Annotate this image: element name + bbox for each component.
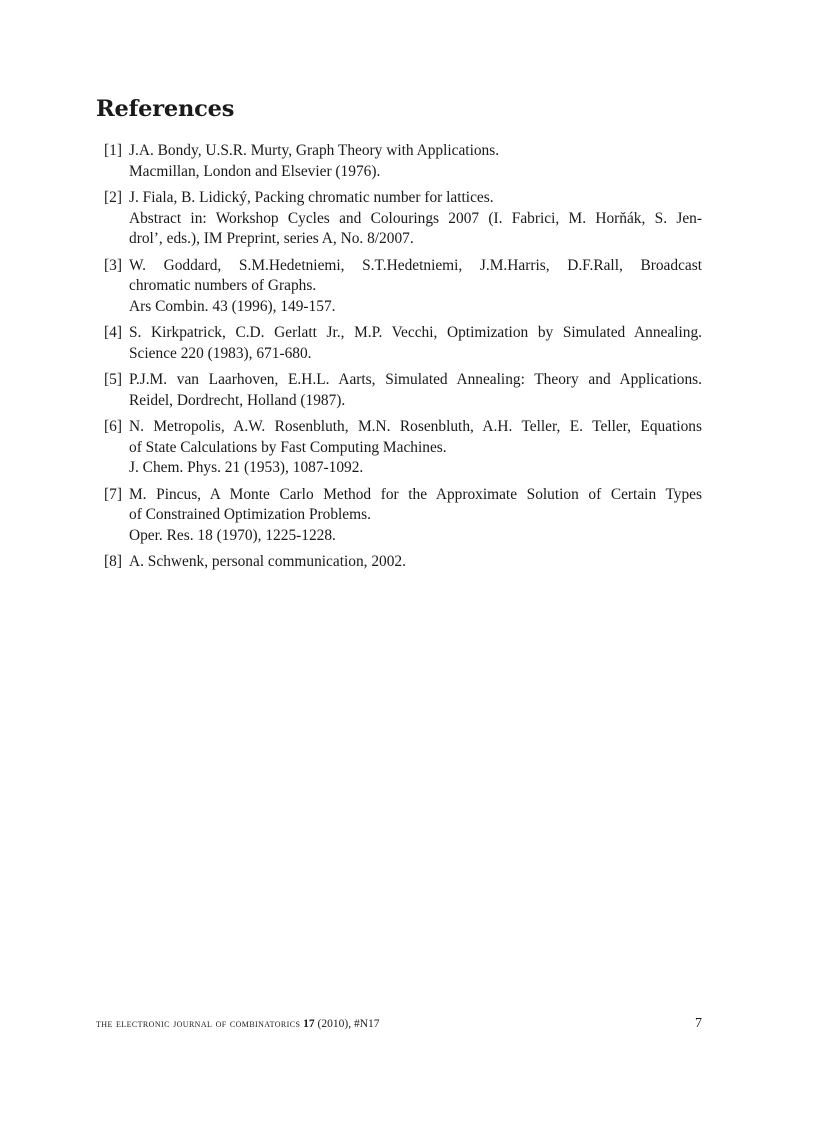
reference-number: [5] [104, 371, 122, 388]
reference-item [104, 485, 702, 547]
reference-line: M. Pincus, A Monte Carlo Method for the Approximate Solution of Certain Types [129, 485, 702, 503]
reference-text [129, 323, 702, 364]
reference-line: of Constrained Optimization Problems. [129, 506, 371, 523]
journal-issue: (2010), #N17 [314, 1018, 380, 1030]
reference-line: Oper. Res. 18 (1970), 1225-1228. [129, 526, 336, 544]
reference-number: [6] [104, 418, 122, 435]
journal-name: the electronic journal of combinatorics [96, 1018, 301, 1030]
reference-number: [3] [104, 256, 122, 274]
reference-number: [1] [104, 142, 122, 159]
reference-line: Abstract in: Workshop Cycles and Colourings 2007 (I. Fabrici, M. Horňák, S. Jen- [129, 209, 702, 227]
reference-list [104, 141, 702, 579]
reference-line: of State Calculations by Fast Computing Machines. [129, 438, 447, 456]
reference-line: J. Chem. Phys. 21 (1953), 1087-1092. [129, 459, 364, 476]
reference-line: chromatic numbers of Graphs. [129, 277, 317, 294]
reference-line: A. Schwenk, personal communication, 2002. [129, 553, 406, 570]
reference-text [129, 370, 702, 411]
reference-number: [7] [104, 485, 122, 503]
reference-line: J. Fiala, B. Lidický, Packing chromatic number for lattices. [129, 189, 494, 206]
reference-item [104, 552, 702, 573]
reference-item [104, 256, 702, 318]
journal-volume: 17 [303, 1018, 315, 1030]
reference-text [129, 485, 702, 547]
page-number: 7 [695, 1016, 702, 1031]
reference-item [104, 141, 702, 182]
reference-item [104, 323, 702, 364]
reference-text [129, 417, 702, 479]
reference-line: Ars Combin. 43 (1996), 149-157. [129, 297, 336, 315]
reference-line: J.A. Bondy, U.S.R. Murty, Graph Theory with Applications. [129, 142, 500, 159]
reference-text [129, 552, 702, 573]
reference-text [129, 188, 702, 250]
reference-line: P.J.M. van Laarhoven, E.H.L. Aarts, Simulated Annealing: Theory and Applications. [129, 371, 702, 388]
reference-item [104, 370, 702, 411]
reference-item [104, 188, 702, 250]
reference-line: Science 220 (1983), 671-680. [129, 344, 312, 362]
reference-line: Reidel, Dordrecht, Holland (1987). [129, 391, 346, 409]
reference-number: [4] [104, 324, 122, 341]
reference-line: S. Kirkpatrick, C.D. Gerlatt Jr., M.P. Vecchi, Optimization by Simulated Annealing. [129, 324, 702, 341]
reference-item [104, 417, 702, 479]
reference-line: drol’, eds.), IM Preprint, series A, No. 8/2007. [129, 230, 414, 247]
section-title: References [96, 96, 235, 122]
reference-line: Macmillan, London and Elsevier (1976). [129, 162, 381, 180]
reference-number: [2] [104, 189, 122, 206]
page-footer [96, 1016, 702, 1032]
reference-text [129, 141, 702, 182]
reference-line: W. Goddard, S.M.Hedetniemi, S.T.Hedetniemi, J.M.Harris, D.F.Rall, Broadcast [129, 256, 702, 274]
reference-text [129, 256, 702, 318]
reference-number: [8] [104, 553, 122, 570]
footer-citation [96, 1018, 380, 1030]
reference-line: N. Metropolis, A.W. Rosenbluth, M.N. Rosenbluth, A.H. Teller, E. Teller, Equations [129, 418, 702, 435]
